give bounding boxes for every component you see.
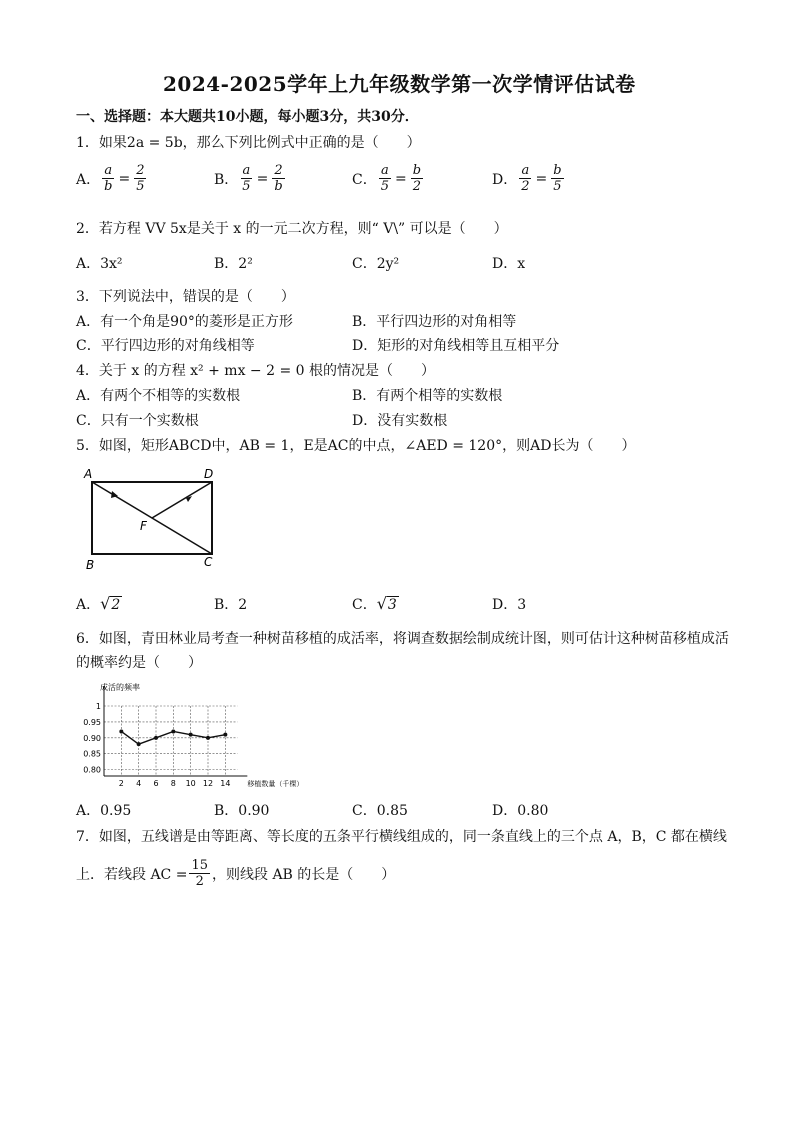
fraction-right: $\frac{b}{2}$ (412, 163, 422, 194)
q1-option-b: B． $\frac{a}{5}$ = $\frac{2}{b}$ (214, 163, 283, 194)
fraction-left: $\frac{a}{b}$ (104, 163, 113, 194)
q3-option-b: B．平行四边形的对角相等 (352, 314, 517, 330)
data-point (189, 733, 193, 737)
question-7-stem-line2: 上．若线段 AC = $\frac{15}{2}$ ，则线段 AB 的长是（ ） (76, 858, 396, 889)
label-b: B (86, 558, 95, 572)
q4-option-d: D．没有实数根 (352, 413, 448, 429)
page-title: 2024-2025学年上九年级数学第一次学情评估试卷 (163, 72, 636, 96)
question-2-stem: 2．若方程 VV 5x是关于 x 的一元二次方程，则“ V\” 可以是（ ） (76, 221, 508, 237)
label-f: F (140, 519, 147, 533)
x-tick-label: 6 (153, 779, 159, 788)
q5-option-a: A．√2 (76, 594, 121, 613)
label-a: A (84, 467, 93, 481)
question-3-stem: 3．下列说法中，错误的是（ ） (76, 289, 295, 305)
data-point (206, 736, 210, 740)
section-heading: 一、选择题：本大题共10小题，每小题3分，共30分． (76, 109, 419, 125)
q1-option-c: C． $\frac{a}{5}$ = $\frac{b}{2}$ (352, 163, 422, 194)
segment-ed (152, 482, 212, 518)
fraction-15-2: $\frac{15}{2}$ (191, 858, 208, 889)
q1-option-d: D． $\frac{a}{2}$ = $\frac{b}{5}$ (492, 163, 562, 194)
x-tick-label: 14 (220, 779, 231, 788)
q6-option-c: C．0.85 (352, 803, 408, 819)
fraction-left: $\frac{a}{5}$ (242, 163, 251, 194)
q5-option-c-radicand: 3 (387, 597, 397, 613)
q2-option-b: B．2² (214, 256, 253, 272)
fraction-left: $\frac{a}{5}$ (380, 163, 389, 194)
question-1-stem: 1．如果2a = 5b，那么下列比例式中正确的是（ ） (76, 135, 421, 151)
q5-option-c: C．√3 (352, 594, 397, 613)
q4-option-b: B．有两个相等的实数根 (352, 388, 503, 404)
q6-option-d: D．0.80 (492, 803, 549, 819)
q3-option-a: A．有一个角是90°的菱形是正方形 (76, 314, 293, 330)
q6-option-a: A．0.95 (76, 803, 132, 819)
x-axis-label: 移植数量（千棵） (247, 780, 304, 788)
x-tick-label: 4 (136, 779, 142, 788)
q5-option-b: B．2 (214, 597, 248, 613)
y-tick-label: 1 (95, 702, 101, 711)
x-tick-label: 10 (185, 779, 196, 788)
question-4-stem: 4．关于 x 的方程 x² + mx − 2 = 0 根的情况是（ ） (76, 363, 435, 379)
q6-option-b: B．0.90 (214, 803, 270, 819)
line-chart (74, 680, 304, 790)
q5-option-a-radicand: 2 (111, 597, 121, 613)
x-tick-label: 12 (202, 779, 214, 788)
fraction-right: $\frac{b}{5}$ (553, 163, 562, 194)
q4-option-c: C．只有一个实数根 (76, 413, 199, 429)
y-tick-label: 0.90 (83, 733, 101, 743)
data-point (119, 729, 123, 733)
question-5-stem: 5．如图，矩形ABCD中，AB = 1，E是AC的中点，∠AED = 120°，则AD长为（ ） (76, 438, 636, 454)
x-tick-label: 8 (170, 779, 176, 788)
fraction-right: $\frac{2}{5}$ (136, 163, 145, 194)
q3-option-c: C．平行四边形的对角线相等 (76, 338, 255, 354)
y-tick-label: 0.85 (83, 749, 101, 759)
fraction-left: $\frac{a}{2}$ (521, 163, 530, 194)
question-7-stem-line1: 7．如图，五线谱是由等距离、等长度的五条平行横线组成的，同一条直线上的三个点 A，B，C 都在横线 (76, 829, 727, 845)
rectangle-figure (78, 462, 228, 574)
question-6-stem-line1: 6．如图，青田林业局考查一种树苗移植的成活率，将调查数据绘制成统计图，则可估计这种树苗移植成活 (76, 631, 729, 647)
q4-option-a: A．有两个不相等的实数根 (76, 388, 241, 404)
q3-option-d: D．矩形的对角线相等且互相平分 (352, 338, 560, 354)
data-point (154, 736, 158, 740)
chart-title: 成活的频率 (100, 683, 140, 692)
q5-option-d: D．3 (492, 597, 527, 613)
q2-option-d: D．x (492, 256, 526, 272)
y-tick-label: 0.95 (83, 717, 101, 727)
data-point (223, 733, 227, 737)
label-d: D (204, 467, 214, 481)
data-point (171, 729, 175, 733)
x-tick-label: 2 (118, 779, 124, 788)
q2-option-a: A．3x² (76, 256, 123, 272)
q1-option-a: A． $\frac{a}{b}$ = $\frac{2}{5}$ (76, 163, 145, 194)
fraction-right: $\frac{2}{b}$ (274, 163, 283, 194)
y-tick-label: 0.80 (83, 765, 101, 775)
q2-option-c: C．2y² (352, 256, 400, 272)
question-6-stem-line2: 的概率约是（ ） (76, 655, 202, 671)
label-c: C (204, 555, 213, 569)
data-point (137, 742, 141, 746)
